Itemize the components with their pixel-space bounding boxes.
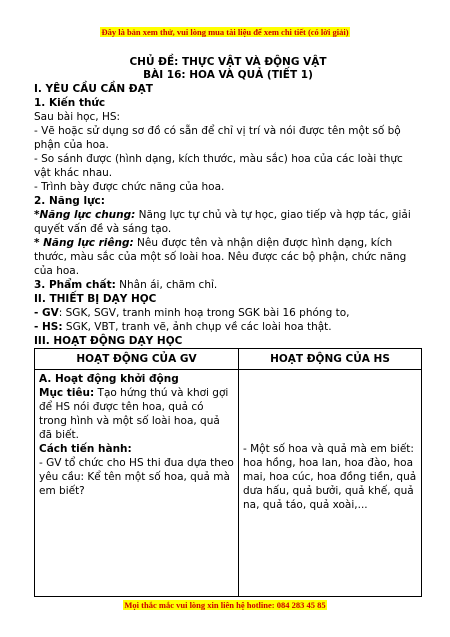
qualities-text: Nhân ái, chăm chỉ.	[115, 279, 218, 291]
document-body	[34, 56, 422, 597]
specific-competence-text: Nêu được tên và nhận diện được hình dạng, kích thước, màu sắc của một số loài hoa. Nêu được các bộ phận, chức năng của hoa.	[34, 237, 407, 277]
student-equipment-label: - HS:	[34, 321, 63, 333]
hotline-banner	[0, 600, 450, 610]
preview-notice-text: Đây là bản xem thử, vui lòng mua tài liệu để xem chi tiết (có lời giải)	[101, 27, 349, 37]
goal-label: Mục tiêu:	[39, 387, 95, 399]
student-activity-cell	[239, 370, 422, 597]
teacher-equipment-text: : SGK, SGV, tranh minh hoạ trong SGK bài 16 phóng to,	[58, 307, 350, 319]
topic-title: CHỦ ĐỀ: THỰC VẬT VÀ ĐỘNG VẬT	[129, 56, 327, 68]
competence-heading: 2. Năng lực:	[34, 195, 105, 207]
hotline-text: Mọi thắc mắc vui lòng xin liên hệ hotline: 084 283 45 85	[124, 600, 326, 610]
process-label: Cách tiến hành:	[39, 443, 132, 455]
warmup-title: A. Hoạt động khởi động	[39, 373, 179, 385]
student-equipment-text: SGK, VBT, tranh vẽ, ảnh chụp về các loài hoa thật.	[62, 321, 332, 333]
section2-heading: II. THIẾT BỊ DẠY HỌC	[34, 293, 157, 305]
qualities	[34, 278, 422, 292]
knowledge-item: - Vẽ hoặc sử dụng sơ đồ có sẵn để chỉ vị trí và nói được tên một số bộ phận của hoa.	[34, 125, 401, 151]
teacher-equipment	[34, 306, 422, 320]
activity-table-header	[35, 349, 422, 370]
student-answer: - Một số hoa và quả mà em biết: hoa hồng, hoa lan, hoa đào, hoa mai, hoa cúc, hoa đồng tiền, quả dưa hấu, quả bưởi, quả khế, quả na, quả táo, quả xoài,...	[243, 443, 417, 511]
table-row	[35, 370, 422, 597]
specific-competence-label: * Năng lực riêng:	[34, 237, 134, 249]
goal	[39, 386, 234, 442]
student-activity-header: HOẠT ĐỘNG CỦA HS	[239, 349, 422, 370]
specific-competence	[34, 236, 422, 278]
qualities-label: 3. Phẩm chất:	[34, 279, 116, 291]
knowledge-heading: 1. Kiến thức	[34, 97, 106, 109]
lesson-title: BÀI 16: HOA VÀ QUẢ (TIẾT 1)	[143, 69, 313, 81]
teacher-equipment-label: - GV	[34, 307, 59, 319]
teacher-activity-cell	[35, 370, 239, 597]
section3-heading: III. HOẠT ĐỘNG DẠY HỌC	[34, 335, 183, 347]
knowledge-intro: Sau bài học, HS:	[34, 111, 121, 123]
preview-notice-banner	[0, 27, 450, 37]
general-competence	[34, 208, 422, 236]
knowledge-item: - So sánh được (hình dạng, kích thước, màu sắc) hoa của các loài thực vật khác nhau.	[34, 153, 403, 179]
teacher-activity-header: HOẠT ĐỘNG CỦA GV	[35, 349, 239, 370]
student-equipment	[34, 320, 422, 334]
goal-text: Tạo hứng thú và khơi gợi để HS nói được tên hoa, quả có trong hình và một số loài hoa, quả đã biết.	[39, 387, 229, 441]
general-competence-label: *Năng lực chung:	[34, 209, 136, 221]
knowledge-item: - Trình bày được chức năng của hoa.	[34, 181, 225, 193]
general-competence-text: Năng lực tự chủ và tự học, giao tiếp và hợp tác, giải quyết vấn đề và sáng tạo.	[34, 209, 411, 235]
process-text: - GV tổ chức cho HS thi đua dựa theo yêu cầu: Kể tên một số hoa, quả mà em biết?	[39, 457, 234, 497]
activity-table	[34, 348, 422, 597]
section1-heading: I. YÊU CẦU CẦN ĐẠT	[34, 83, 153, 95]
